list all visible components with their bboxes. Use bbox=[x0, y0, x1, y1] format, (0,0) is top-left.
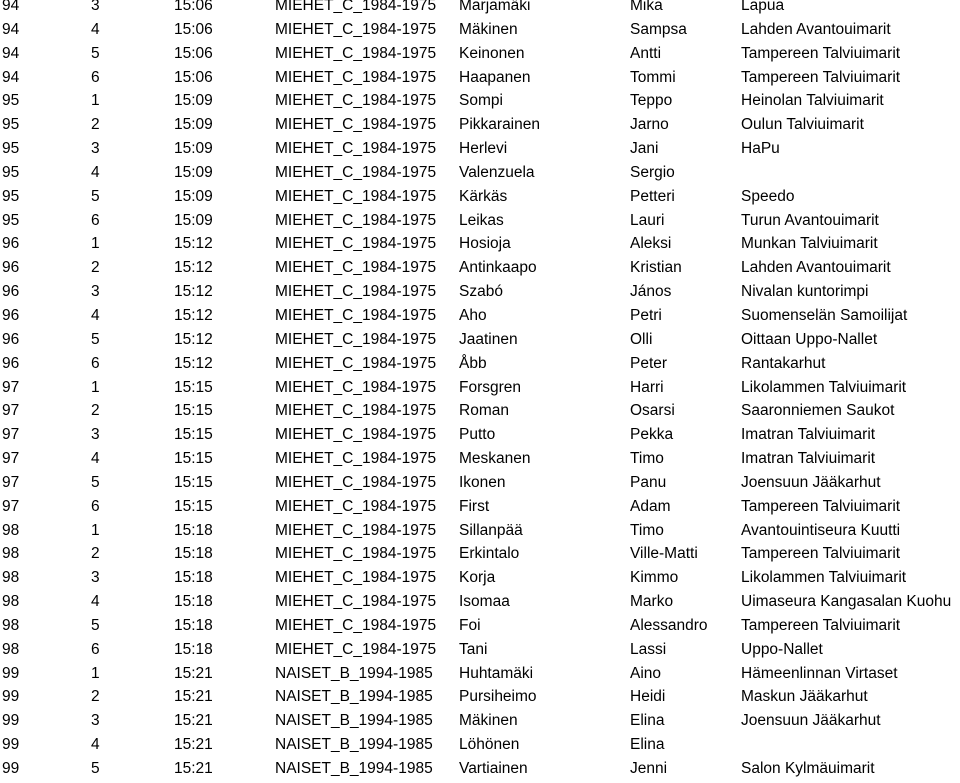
table-row bbox=[0, 566, 960, 590]
club-cell: Oulun Talviuimarit bbox=[741, 116, 864, 134]
table-row bbox=[0, 590, 960, 614]
first-name-cell: Ville-Matti bbox=[630, 545, 698, 563]
start-time-cell: 15:15 bbox=[174, 450, 213, 468]
club-cell: Lahden Avantouimarit bbox=[741, 20, 891, 38]
club-cell: Imatran Talviuimarit bbox=[741, 426, 876, 444]
table-row bbox=[0, 89, 960, 113]
first-name-cell: Pekka bbox=[630, 426, 674, 444]
series-cell: NAISET_B_1994-1985 bbox=[275, 664, 433, 682]
start-time-cell: 15:15 bbox=[174, 378, 213, 396]
last-name-cell: Marjamäki bbox=[459, 0, 531, 14]
table-row bbox=[0, 280, 960, 304]
club-cell: Heinolan Talviuimarit bbox=[741, 92, 884, 110]
last-name-cell: Aho bbox=[459, 306, 487, 324]
first-name-cell: Jenni bbox=[630, 760, 668, 777]
last-name-cell: Herlevi bbox=[459, 140, 508, 158]
series-cell: MIEHET_C_1984-1975 bbox=[275, 306, 437, 324]
lane-number-cell: 6 bbox=[91, 640, 100, 658]
last-name-cell: Szabó bbox=[459, 283, 503, 301]
club-cell: Nivalan kuntorimpi bbox=[741, 283, 869, 301]
club-cell: Lahden Avantouimarit bbox=[741, 259, 891, 277]
club-cell: Avantouintiseura Kuutti bbox=[741, 521, 901, 539]
lane-number-cell: 2 bbox=[91, 402, 100, 420]
last-name-cell: Erkintalo bbox=[459, 545, 520, 563]
club-cell: Oittaan Uppo-Nallet bbox=[741, 330, 878, 348]
series-cell: MIEHET_C_1984-1975 bbox=[275, 354, 437, 372]
lane-number-cell: 1 bbox=[91, 235, 100, 253]
first-name-cell: Lassi bbox=[630, 640, 667, 658]
table-row bbox=[0, 519, 960, 543]
series-cell: MIEHET_C_1984-1975 bbox=[275, 140, 437, 158]
heat-number-cell: 98 bbox=[2, 616, 20, 634]
heat-number-cell: 95 bbox=[2, 187, 20, 205]
heat-number-cell: 97 bbox=[2, 426, 20, 444]
lane-number-cell: 4 bbox=[91, 736, 100, 754]
start-time-cell: 15:12 bbox=[174, 259, 213, 277]
table-row bbox=[0, 709, 960, 733]
first-name-cell: Petri bbox=[630, 306, 662, 324]
first-name-cell: Jani bbox=[630, 140, 659, 158]
series-cell: MIEHET_C_1984-1975 bbox=[275, 616, 437, 634]
heat-number-cell: 94 bbox=[2, 20, 20, 38]
last-name-cell: Vartiainen bbox=[459, 760, 528, 777]
start-time-cell: 15:09 bbox=[174, 163, 213, 181]
first-name-cell: Aleksi bbox=[630, 235, 672, 253]
start-time-cell: 15:18 bbox=[174, 640, 213, 658]
heat-number-cell: 99 bbox=[2, 688, 20, 706]
heat-number-cell: 98 bbox=[2, 593, 20, 611]
lane-number-cell: 4 bbox=[91, 593, 100, 611]
club-cell: Hämeenlinnan Virtaset bbox=[741, 664, 898, 682]
heat-number-cell: 94 bbox=[2, 0, 20, 14]
club-cell: Maskun Jääkarhut bbox=[741, 688, 868, 706]
heat-number-cell: 98 bbox=[2, 640, 20, 658]
last-name-cell: Putto bbox=[459, 426, 496, 444]
table-row bbox=[0, 304, 960, 328]
series-cell: MIEHET_C_1984-1975 bbox=[275, 163, 437, 181]
start-time-cell: 15:21 bbox=[174, 664, 213, 682]
club-cell: Suomenselän Samoilijat bbox=[741, 306, 908, 324]
first-name-cell: Alessandro bbox=[630, 616, 708, 634]
series-cell: MIEHET_C_1984-1975 bbox=[275, 402, 437, 420]
heat-number-cell: 96 bbox=[2, 330, 20, 348]
lane-number-cell: 5 bbox=[91, 330, 100, 348]
heat-number-cell: 95 bbox=[2, 92, 20, 110]
series-cell: MIEHET_C_1984-1975 bbox=[275, 378, 437, 396]
lane-number-cell: 5 bbox=[91, 616, 100, 634]
series-cell: MIEHET_C_1984-1975 bbox=[275, 330, 437, 348]
series-cell: MIEHET_C_1984-1975 bbox=[275, 116, 437, 134]
last-name-cell: Foi bbox=[459, 616, 481, 634]
first-name-cell: Panu bbox=[630, 473, 667, 491]
heat-number-cell: 94 bbox=[2, 44, 20, 62]
heat-number-cell: 99 bbox=[2, 712, 20, 730]
lane-number-cell: 4 bbox=[91, 20, 100, 38]
table-row bbox=[0, 757, 960, 781]
lane-number-cell: 5 bbox=[91, 760, 100, 777]
last-name-cell: Jaatinen bbox=[459, 330, 518, 348]
heat-number-cell: 96 bbox=[2, 283, 20, 301]
series-cell: MIEHET_C_1984-1975 bbox=[275, 521, 437, 539]
table-row bbox=[0, 376, 960, 400]
table-row bbox=[0, 209, 960, 233]
lane-number-cell: 2 bbox=[91, 688, 100, 706]
club-cell: Salon Kylmäuimarit bbox=[741, 760, 875, 777]
heat-number-cell: 97 bbox=[2, 378, 20, 396]
lane-number-cell: 1 bbox=[91, 521, 100, 539]
last-name-cell: Hosioja bbox=[459, 235, 511, 253]
lane-number-cell: 3 bbox=[91, 140, 100, 158]
lane-number-cell: 3 bbox=[91, 569, 100, 587]
first-name-cell: Timo bbox=[630, 450, 664, 468]
series-cell: MIEHET_C_1984-1975 bbox=[275, 426, 437, 444]
lane-number-cell: 1 bbox=[91, 664, 100, 682]
start-time-cell: 15:12 bbox=[174, 306, 213, 324]
last-name-cell: Pikkarainen bbox=[459, 116, 540, 134]
last-name-cell: Ikonen bbox=[459, 473, 506, 491]
last-name-cell: Valenzuela bbox=[459, 163, 535, 181]
lane-number-cell: 4 bbox=[91, 450, 100, 468]
start-time-cell: 15:21 bbox=[174, 736, 213, 754]
last-name-cell: Mäkinen bbox=[459, 712, 518, 730]
heat-number-cell: 95 bbox=[2, 211, 20, 229]
club-cell: Uimaseura Kangasalan Kuohu bbox=[741, 593, 952, 611]
last-name-cell: Sillanpää bbox=[459, 521, 523, 539]
first-name-cell: Elina bbox=[630, 712, 665, 730]
series-cell: MIEHET_C_1984-1975 bbox=[275, 92, 437, 110]
table-row bbox=[0, 256, 960, 280]
start-time-cell: 15:12 bbox=[174, 283, 213, 301]
table-row bbox=[0, 0, 960, 18]
start-time-cell: 15:09 bbox=[174, 187, 213, 205]
last-name-cell: Roman bbox=[459, 402, 509, 420]
last-name-cell: Forsgren bbox=[459, 378, 522, 396]
start-time-cell: 15:21 bbox=[174, 712, 213, 730]
table-row bbox=[0, 614, 960, 638]
table-row bbox=[0, 495, 960, 519]
start-time-cell: 15:06 bbox=[174, 68, 213, 86]
start-time-cell: 15:09 bbox=[174, 116, 213, 134]
last-name-cell: Löhönen bbox=[459, 736, 520, 754]
series-cell: MIEHET_C_1984-1975 bbox=[275, 211, 437, 229]
series-cell: MIEHET_C_1984-1975 bbox=[275, 187, 437, 205]
table-row bbox=[0, 471, 960, 495]
first-name-cell: Kimmo bbox=[630, 569, 679, 587]
first-name-cell: Harri bbox=[630, 378, 664, 396]
heat-number-cell: 99 bbox=[2, 664, 20, 682]
series-cell: MIEHET_C_1984-1975 bbox=[275, 497, 437, 515]
lane-number-cell: 2 bbox=[91, 259, 100, 277]
lane-number-cell: 6 bbox=[91, 211, 100, 229]
table-row bbox=[0, 328, 960, 352]
series-cell: MIEHET_C_1984-1975 bbox=[275, 20, 437, 38]
club-cell: Lapua bbox=[741, 0, 785, 14]
lane-number-cell: 2 bbox=[91, 116, 100, 134]
start-time-cell: 15:06 bbox=[174, 20, 213, 38]
last-name-cell: Isomaa bbox=[459, 593, 510, 611]
lane-number-cell: 3 bbox=[91, 426, 100, 444]
lane-number-cell: 6 bbox=[91, 68, 100, 86]
heat-number-cell: 99 bbox=[2, 736, 20, 754]
last-name-cell: Haapanen bbox=[459, 68, 531, 86]
series-cell: MIEHET_C_1984-1975 bbox=[275, 68, 437, 86]
last-name-cell: Tani bbox=[459, 640, 488, 658]
lane-number-cell: 4 bbox=[91, 163, 100, 181]
first-name-cell: Elina bbox=[630, 736, 665, 754]
club-cell: HaPu bbox=[741, 140, 780, 158]
start-time-cell: 15:18 bbox=[174, 545, 213, 563]
series-cell: MIEHET_C_1984-1975 bbox=[275, 593, 437, 611]
series-cell: NAISET_B_1994-1985 bbox=[275, 736, 433, 754]
table-row bbox=[0, 542, 960, 566]
first-name-cell: János bbox=[630, 283, 672, 301]
lane-number-cell: 5 bbox=[91, 473, 100, 491]
heat-number-cell: 98 bbox=[2, 521, 20, 539]
table-row bbox=[0, 42, 960, 66]
lane-number-cell: 5 bbox=[91, 187, 100, 205]
first-name-cell: Timo bbox=[630, 521, 664, 539]
first-name-cell: Sergio bbox=[630, 163, 675, 181]
series-cell: NAISET_B_1994-1985 bbox=[275, 712, 433, 730]
start-time-cell: 15:09 bbox=[174, 92, 213, 110]
series-cell: MIEHET_C_1984-1975 bbox=[275, 450, 437, 468]
lane-number-cell: 1 bbox=[91, 378, 100, 396]
club-cell: Imatran Talviuimarit bbox=[741, 450, 876, 468]
club-cell: Joensuun Jääkarhut bbox=[741, 712, 881, 730]
club-cell: Tampereen Talviuimarit bbox=[741, 44, 901, 62]
series-cell: MIEHET_C_1984-1975 bbox=[275, 640, 437, 658]
start-time-cell: 15:18 bbox=[174, 593, 213, 611]
first-name-cell: Osarsi bbox=[630, 402, 675, 420]
club-cell: Tampereen Talviuimarit bbox=[741, 616, 901, 634]
first-name-cell: Kristian bbox=[630, 259, 682, 277]
first-name-cell: Petteri bbox=[630, 187, 675, 205]
last-name-cell: Antinkaapo bbox=[459, 259, 537, 277]
last-name-cell: Åbb bbox=[459, 354, 487, 372]
table-row bbox=[0, 638, 960, 662]
last-name-cell: Korja bbox=[459, 569, 496, 587]
table-row bbox=[0, 232, 960, 256]
last-name-cell: Leikas bbox=[459, 211, 504, 229]
first-name-cell: Olli bbox=[630, 330, 653, 348]
heat-number-cell: 97 bbox=[2, 450, 20, 468]
heat-number-cell: 95 bbox=[2, 140, 20, 158]
start-time-cell: 15:12 bbox=[174, 330, 213, 348]
table-row bbox=[0, 137, 960, 161]
lane-number-cell: 2 bbox=[91, 545, 100, 563]
start-time-cell: 15:12 bbox=[174, 354, 213, 372]
club-cell: Tampereen Talviuimarit bbox=[741, 497, 901, 515]
series-cell: NAISET_B_1994-1985 bbox=[275, 760, 433, 777]
series-cell: MIEHET_C_1984-1975 bbox=[275, 545, 437, 563]
heat-number-cell: 98 bbox=[2, 545, 20, 563]
heat-number-cell: 97 bbox=[2, 473, 20, 491]
start-time-cell: 15:15 bbox=[174, 426, 213, 444]
heat-number-cell: 94 bbox=[2, 68, 20, 86]
start-time-cell: 15:06 bbox=[174, 44, 213, 62]
first-name-cell: Peter bbox=[630, 354, 668, 372]
heat-number-cell: 97 bbox=[2, 497, 20, 515]
heat-number-cell: 97 bbox=[2, 402, 20, 420]
series-cell: MIEHET_C_1984-1975 bbox=[275, 259, 437, 277]
start-time-cell: 15:06 bbox=[174, 0, 213, 14]
start-time-cell: 15:21 bbox=[174, 760, 213, 777]
last-name-cell: Sompi bbox=[459, 92, 503, 110]
first-name-cell: Adam bbox=[630, 497, 671, 515]
club-cell: Uppo-Nallet bbox=[741, 640, 823, 658]
club-cell: Likolammen Talviuimarit bbox=[741, 378, 907, 396]
club-cell: Joensuun Jääkarhut bbox=[741, 473, 881, 491]
table-row bbox=[0, 399, 960, 423]
lane-number-cell: 3 bbox=[91, 0, 100, 14]
last-name-cell: Meskanen bbox=[459, 450, 531, 468]
heat-number-cell: 96 bbox=[2, 259, 20, 277]
table-row bbox=[0, 447, 960, 471]
series-cell: MIEHET_C_1984-1975 bbox=[275, 283, 437, 301]
table-row bbox=[0, 161, 960, 185]
series-cell: MIEHET_C_1984-1975 bbox=[275, 44, 437, 62]
heat-number-cell: 96 bbox=[2, 235, 20, 253]
heat-number-cell: 95 bbox=[2, 116, 20, 134]
series-cell: MIEHET_C_1984-1975 bbox=[275, 235, 437, 253]
series-cell: NAISET_B_1994-1985 bbox=[275, 688, 433, 706]
first-name-cell: Heidi bbox=[630, 688, 666, 706]
table-row bbox=[0, 685, 960, 709]
start-time-cell: 15:09 bbox=[174, 211, 213, 229]
first-name-cell: Aino bbox=[630, 664, 662, 682]
club-cell: Munkan Talviuimarit bbox=[741, 235, 878, 253]
table-row bbox=[0, 662, 960, 686]
start-time-cell: 15:18 bbox=[174, 521, 213, 539]
first-name-cell: Tommi bbox=[630, 68, 676, 86]
lane-number-cell: 3 bbox=[91, 283, 100, 301]
club-cell: Turun Avantouimarit bbox=[741, 211, 879, 229]
table-row bbox=[0, 352, 960, 376]
table-row bbox=[0, 733, 960, 757]
first-name-cell: Lauri bbox=[630, 211, 665, 229]
table-row bbox=[0, 66, 960, 90]
lane-number-cell: 1 bbox=[91, 92, 100, 110]
last-name-cell: Huhtamäki bbox=[459, 664, 534, 682]
start-time-cell: 15:12 bbox=[174, 235, 213, 253]
lane-number-cell: 6 bbox=[91, 354, 100, 372]
series-cell: MIEHET_C_1984-1975 bbox=[275, 569, 437, 587]
start-time-cell: 15:15 bbox=[174, 402, 213, 420]
club-cell: Speedo bbox=[741, 187, 795, 205]
table-row bbox=[0, 423, 960, 447]
lane-number-cell: 4 bbox=[91, 306, 100, 324]
start-time-cell: 15:18 bbox=[174, 616, 213, 634]
start-time-cell: 15:15 bbox=[174, 473, 213, 491]
table-row bbox=[0, 18, 960, 42]
club-cell: Rantakarhut bbox=[741, 354, 826, 372]
first-name-cell: Teppo bbox=[630, 92, 673, 110]
first-name-cell: Mika bbox=[630, 0, 663, 14]
last-name-cell: Mäkinen bbox=[459, 20, 518, 38]
start-time-cell: 15:18 bbox=[174, 569, 213, 587]
lane-number-cell: 6 bbox=[91, 497, 100, 515]
club-cell: Saaronniemen Saukot bbox=[741, 402, 895, 420]
lane-number-cell: 5 bbox=[91, 44, 100, 62]
series-cell: MIEHET_C_1984-1975 bbox=[275, 473, 437, 491]
table-row bbox=[0, 113, 960, 137]
club-cell: Tampereen Talviuimarit bbox=[741, 68, 901, 86]
last-name-cell: Kärkäs bbox=[459, 187, 508, 205]
heat-number-cell: 95 bbox=[2, 163, 20, 181]
last-name-cell: Keinonen bbox=[459, 44, 525, 62]
heat-number-cell: 96 bbox=[2, 306, 20, 324]
heat-number-cell: 96 bbox=[2, 354, 20, 372]
club-cell: Tampereen Talviuimarit bbox=[741, 545, 901, 563]
heat-number-cell: 99 bbox=[2, 760, 20, 777]
first-name-cell: Jarno bbox=[630, 116, 669, 134]
start-time-cell: 15:09 bbox=[174, 140, 213, 158]
club-cell: Likolammen Talviuimarit bbox=[741, 569, 907, 587]
start-time-cell: 15:21 bbox=[174, 688, 213, 706]
first-name-cell: Sampsa bbox=[630, 20, 687, 38]
table-row bbox=[0, 185, 960, 209]
first-name-cell: Antti bbox=[630, 44, 662, 62]
first-name-cell: Marko bbox=[630, 593, 674, 611]
series-cell: MIEHET_C_1984-1975 bbox=[275, 0, 437, 14]
start-time-cell: 15:15 bbox=[174, 497, 213, 515]
last-name-cell: First bbox=[459, 497, 490, 515]
lane-number-cell: 3 bbox=[91, 712, 100, 730]
heat-number-cell: 98 bbox=[2, 569, 20, 587]
last-name-cell: Pursiheimo bbox=[459, 688, 537, 706]
